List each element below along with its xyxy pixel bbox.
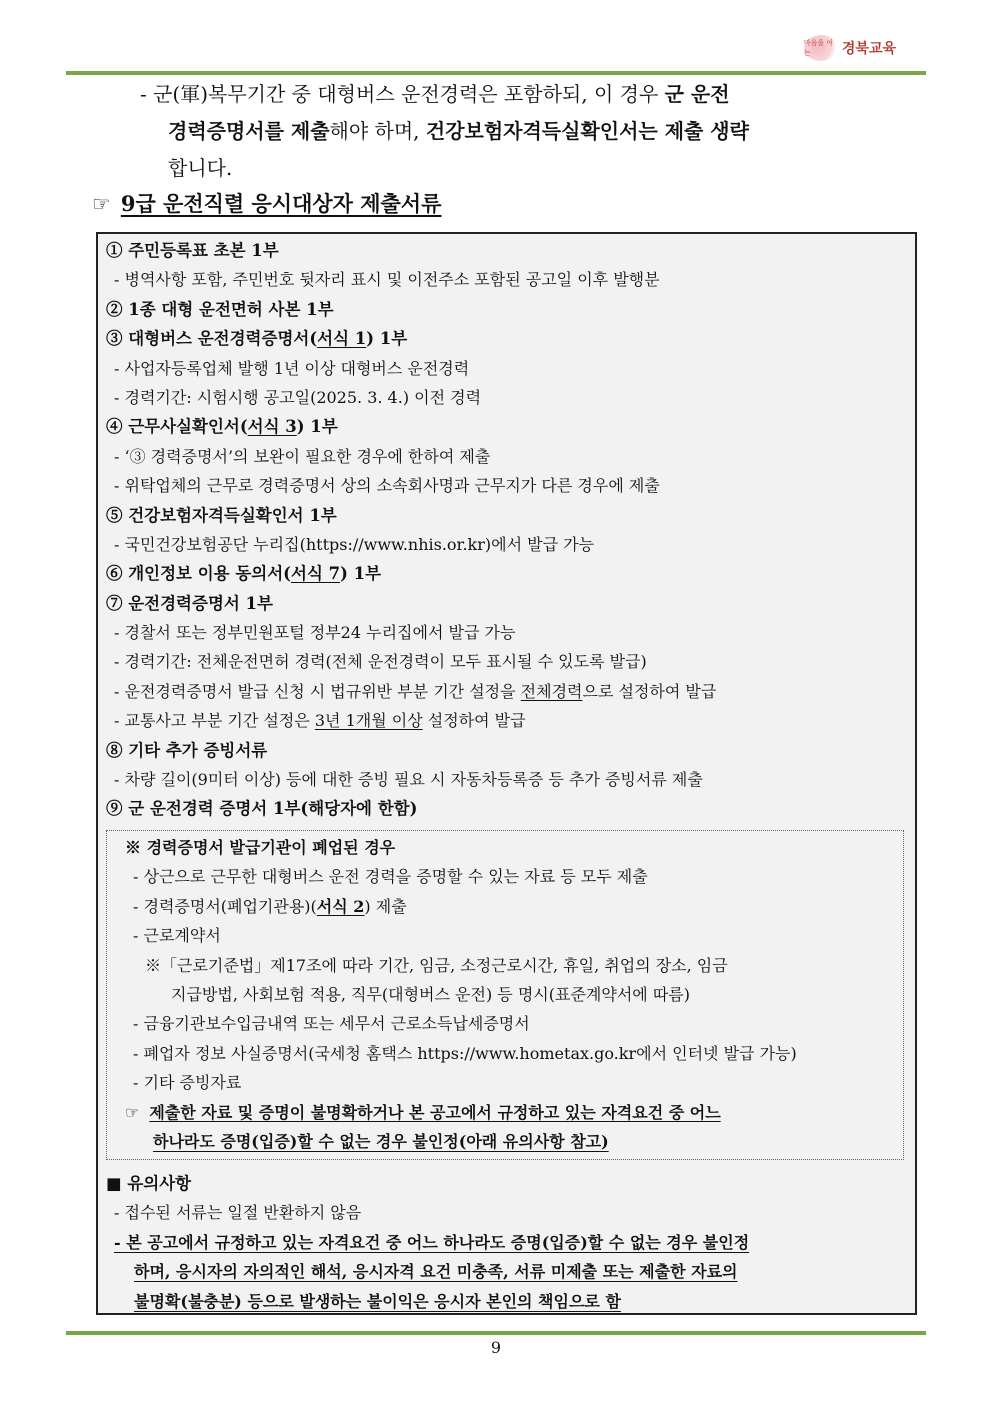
documents-list (106, 236, 906, 824)
intro-line-1 (140, 76, 900, 113)
form-ref: 서식 2 (316, 896, 365, 916)
pointing-hand-icon: ☞ (92, 192, 111, 216)
intro-bold: 경력증명서를 제출 (168, 119, 330, 143)
doc-detail: - 사업자등록업체 발행 1년 이상 대형버스 운전경력 (114, 358, 470, 378)
doc-text: ) 1부 (296, 417, 338, 437)
doc-text: - 교통사고 부분 기간 설정은 (114, 711, 315, 731)
doc-detail: - 국민건강보험공단 누리집(https://www.nhis.or.kr)에서 발급 가능 (114, 534, 595, 554)
closure-note-cont: 지급방법, 사회보험 적용, 직무(대형버스 운전) 등 명시(표준계약서에 따름) (171, 984, 690, 1004)
warning-text: 제출한 자료 및 증명이 불명확하거나 본 공고에서 규정하고 있는 자격요건 중 어느 (149, 1102, 721, 1122)
page-number: 9 (490, 1338, 502, 1357)
section-title: 9급 운전직렬 응시대상자 제출서류 (120, 191, 442, 216)
pointing-hand-icon: ☞ (125, 1102, 140, 1122)
doc-item-4 (106, 412, 906, 441)
documents-box (96, 232, 917, 1315)
intro-paragraph (140, 76, 900, 187)
doc-detail: - 경력기간: 전체운전면허 경력(전체 운전경력이 모두 표시될 수 있도록 발급) (114, 652, 647, 672)
doc-detail (106, 706, 906, 735)
closure-detail: - 상근으로 근무한 대형버스 운전 경력을 증명할 수 있는 자료 등 모두 제출 (133, 867, 648, 887)
doc-detail: - 차량 길이(9미터 이상) 등에 대한 증빙 필요 시 자동차등록증 등 추가 증빙서류 제출 (114, 770, 703, 790)
logo-small-text: 마음을 여는 (803, 39, 834, 57)
doc-item-3 (106, 324, 906, 353)
doc-text: ) 제출 (364, 896, 407, 916)
header-logo (804, 34, 896, 62)
doc-detail: - 경력기간: 시험시행 공고일(2025. 3. 4.) 이전 경력 (114, 387, 482, 407)
caution-emphasis: - 본 공고에서 규정하고 있는 자격요건 중 어느 하나라도 증명(입증)할 수 없는 경우 불인정 (114, 1232, 750, 1252)
doc-item-5: ⑤ 건강보험자격득실확인서 1부 (106, 505, 337, 525)
doc-underline: 3년 1개월 이상 (314, 711, 423, 731)
closure-notice-box (106, 830, 904, 1160)
closure-notice-list (125, 833, 895, 1156)
doc-underline: 전체경력 (520, 681, 583, 701)
doc-text: ) 1부 (366, 329, 408, 349)
intro-text: - 군(軍)복무기간 중 대형버스 운전경력은 포함하되, 이 경우 (140, 82, 665, 106)
intro-line-3: 합니다. (168, 156, 233, 180)
closure-detail: - 기타 증빙자료 (133, 1073, 242, 1093)
doc-detail: - 경찰서 또는 정부민원포털 정부24 누리집에서 발급 가능 (114, 623, 516, 643)
logo-text: 경북교육 (841, 41, 896, 57)
intro-text: 해야 하며, (329, 119, 426, 143)
doc-item-1: ① 주민등록표 초본 1부 (106, 241, 279, 260)
closure-detail: - 폐업자 정보 사실증명서(국세청 홈택스 https://www.hometax.go.kr에서 인터넷 발급 가능) (133, 1043, 797, 1063)
closure-warning (125, 1098, 895, 1127)
closure-heading: ※ 경력증명서 발급기관이 폐업된 경우 (125, 838, 396, 857)
doc-text: ③ 대형버스 운전경력증명서( (106, 329, 318, 349)
bottom-divider (66, 1331, 926, 1335)
intro-bold: 건강보험자격득실확인서는 제출 생략 (425, 119, 749, 143)
doc-text: 으로 설정하여 발급 (582, 681, 717, 701)
form-ref: 서식 7 (291, 564, 341, 584)
caution-emphasis-cont: 하며, 응시자의 자의적인 해석, 응시자격 요건 미충족, 서류 미제출 또는 제출한 자료의 (134, 1262, 738, 1282)
caution-emphasis-cont: 불명확(불충분) 등으로 발생하는 불이익은 응시자 본인의 책임으로 함 (134, 1291, 621, 1311)
top-divider (66, 71, 926, 75)
caution-section (106, 1169, 906, 1316)
form-ref: 서식 1 (317, 329, 367, 349)
intro-line-2 (140, 113, 900, 150)
doc-text: - 경력증명서(폐업기관용)( (133, 896, 317, 916)
section-heading (92, 188, 441, 218)
logo-emblem-icon (804, 35, 838, 61)
doc-item-8: ⑧ 기타 추가 증빙서류 (106, 740, 268, 760)
doc-detail: - 병역사항 포함, 주민번호 뒷자리 표시 및 이전주소 포함된 공고일 이후 발행분 (114, 270, 660, 290)
closure-detail: - 금융기관보수입금내역 또는 세무서 근로소득납세증명서 (133, 1014, 530, 1034)
closure-warning-cont: 하나라도 증명(입증)할 수 없는 경우 불인정(아래 유의사항 참고) (153, 1131, 609, 1151)
doc-item-2: ② 1종 대형 운전면허 사본 1부 (106, 299, 334, 319)
caution-detail: - 접수된 서류는 일절 반환하지 않음 (114, 1203, 362, 1223)
closure-detail (125, 892, 895, 921)
doc-item-7: ⑦ 운전경력증명서 1부 (106, 593, 273, 613)
form-ref: 서식 3 (247, 417, 297, 437)
doc-text: ④ 근무사실확인서( (106, 417, 248, 437)
closure-detail: - 근로계약서 (133, 926, 221, 946)
doc-detail: - 위탁업체의 근무로 경력증명서 상의 소속회사명과 근무지가 다른 경우에 제출 (114, 476, 660, 496)
doc-detail: - ‘③ 경력증명서’의 보완이 필요한 경우에 한하여 제출 (114, 446, 491, 466)
intro-bold: 군 운전 (664, 82, 730, 106)
closure-note: ※「근로기준법」제17조에 따라 기간, 임금, 소정근로시간, 휴일, 취업의 장소, 임금 (145, 955, 728, 975)
doc-detail (106, 677, 906, 706)
doc-text: ) 1부 (340, 564, 382, 584)
doc-item-9: ⑨ 군 운전경력 증명서 1부(해당자에 한함) (106, 799, 418, 819)
caution-heading: ■ 유의사항 (106, 1174, 192, 1193)
doc-text: - 운전경력증명서 발급 신청 시 법규위반 부분 기간 설정을 (114, 681, 521, 701)
doc-text: 설정하여 발급 (422, 711, 526, 731)
doc-item-6 (106, 559, 906, 588)
doc-text: ⑥ 개인정보 이용 동의서( (106, 564, 291, 584)
